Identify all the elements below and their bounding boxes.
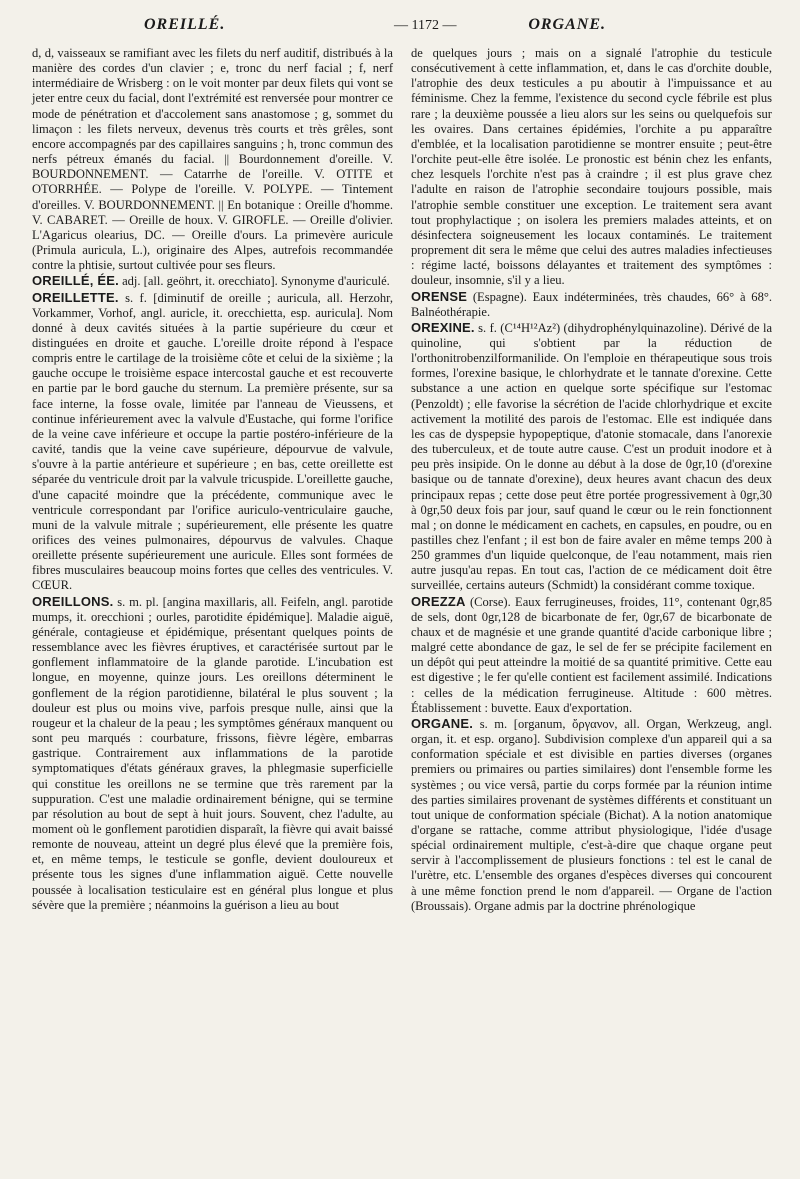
entry-headword: ORENSE [411,288,468,304]
header-left-word: OREILLÉ. [144,16,226,33]
entry-text: s. m. pl. [angina maxillaris, all. Feifeln, angl. parotide mumps, it. orecchioni ; ourles, parotidite épidémique]. Maladie aiguë, générale, contagieuse et épidémique, présentant quelques points de ressemblance avec les fièvres éruptives, et caractérisée surtout par le gonflement inflammatoire de la glande parotide. L'incubation est longue, en moyenne, quinze jours. Les oreillons déterminent le gonflement de la région parotidienne, bilatéral le plus souvent ; la douleur est plus ou moins vive, parfois presque nulle, ainsi que la rougeur et la chaleur de la peau ; les symptômes généraux manquent ou sont peu marqués : courbature, frissons, fièvre légère, embarras gastrique. Contrairement aux inflammations de la parotide symptomatiques d'états généraux graves, la phlegmasie superficielle qui constitue les oreillons ne se termine que très rarement par la suppuration. C'est une maladie ordinairement bénigne, qui se termine par résolution au bout de sept à huit jours. Souvent, chez l'adulte, au moment où le gonflement parotidien disparaît, la fièvre qui avait baissé remonte de nouveau, atteint un degré plus élevé que la première fois, et, en même temps, le testicule se gonfle, devient douloureux et présente tous les signes d'une inflammation aiguë. Cette nouvelle poussée à localisation testiculaire est en général plus longue et plus sévère que la première ; néanmoins la guérison a lieu au bout [32,594,393,912]
entry-text: (Corse). Eaux ferrugineuses, froides, 11°, contenant 0gr,85 de sels, dont 0gr,128 de bicarbonate de fer, 0gr,67 de bicarbonate de chaux et de magnésie et une grande quantité d'acide carbonique libre ; malgré cette abondance de gaz, le sel de fer se précipite facilement en un dépôt qui peut atteindre la moitié de sa quantité primitive. Cette eau est digestive ; le fer qu'elle contient est facilement assimilé. Indications : celles de la médication ferrugineuse. Altitude : 600 mètres. Établissement : buvette. Eaux d'exportation. [411,594,772,715]
entry-oreillons [32,594,393,913]
text-columns [32,46,772,914]
entry-headword: ORGANE. [411,715,474,731]
entry-headword: OREILLÉ, ÉE. [32,273,119,289]
entry-headword: OREZZA [411,593,466,609]
left-column [32,46,393,914]
entry-oreille-ee [32,273,393,289]
entry-headword: OREILLONS. [32,593,114,609]
right-column [411,46,772,914]
entry-orexine [411,320,772,594]
entry-organe [411,716,772,914]
entry-oreillons-continued [411,46,772,289]
entry-text: s. m. [organum, ὄργανον, all. Organ, Werkzeug, angl. organ, it. et esp. organo]. Subdivision complexe d'un appareil qui a sa conformation spéciale et est divisible en parties diverses (organes premiers ou primaires ou parties similaires) dont l'ensemble forme les systèmes ; ou vice versâ, partie du corps formée par la réunion intime des parties similaires provenant de systèmes différents et constituant un tout unique de conformation spéciale (Bichat). A la notion anatomique d'organe se rattache, comme attribut physiologique, l'idée d'usage spécial ordinairement multiple, c'est-à-dire que chaque organe peut servir à l'accomplissement de plusieurs fonctions : tel est le canal de l'urètre, etc. L'ensemble des organes d'espèces diverses qui concourent à une même fonction prend le nom d'appareil. — Organe de l'action (Broussais). Organe admis par la doctrine phrénologique [411,716,773,913]
entry-text: adj. [all. geöhrt, it. orecchiato]. Synonyme d'auriculé. [122,274,390,289]
entry-text: (Espagne). Eaux indéterminées, très chaudes, 66° à 68°. Balnéothérapie. [411,289,772,319]
header-right-word: ORGANE. [528,16,606,33]
entry-oreille-continued [32,46,393,273]
page-number: — 1172 — [394,18,457,33]
entry-oreillette [32,290,393,594]
entry-orezza [411,594,772,716]
entry-text: s. f. (C¹⁴H¹²Az²) (dihydrophénylquinazoline). Dérivé de la quinoline, qui s'obtient par la réduction de l'orthonitrobenzilformanilide. On l'emploie en thérapeutique sous trois formes, l'orexine basique, le chlorhydrate et le tannate d'orexine. Cette substance a une action en quelque sorte spécifique sur l'estomac (Penzoldt) ; elle favorise la sécrétion de l'acide chlorhydrique et excite activement la motilité des parois de l'estomac. Elle est indiquée dans les cas de dyspepsie hypopeptique, d'atonie stomacale, dans l'anorexie des tuberculeux, et de toute autre cause. C'est un produit inodore et à peu près insipide. On le donne au début à la dose de 0gr,10 (d'orexine basique ou de tannate d'orexine), deux heures avant chacun des deux principaux repas ; cette dose peut être portée progressivement à 0gr,30 à 0gr,50 deux fois par jour, sauf quand le cœur ou le rein fonctionnent mal ; on donne le médicament en cachets, en capsules, en poudre, ou en pastilles chez l'enfant ; il est bon de faire avaler en même temps 200 à 250 grammes d'un liquide quelconque, de l'eau notamment, mais rien autre jusqu'au repas. En tout cas, l'action de ce médicament doit être surveillée, certains auteurs (Schmidt) la considérant comme toxique. [411,320,773,593]
entry-text: de quelques jours ; mais on a signalé l'atrophie du testicule consécutivement à cette inflammation, et, dans le cas d'orchite double, l'atrophie des deux testicules a pu aboutir à l'impuissance et au féminisme. Chez la femme, l'existence du second cycle fébrile est plus rare ; la deuxième poussée a lieu alors sur les seins ou quelquefois sur les ovaires. Dans certaines épidémies, l'orchite a pu apparaître d'emblée, et la localisation parotidienne se montrer ensuite ; peut-être l'orchite peut-elle être isolée. Le pronostic est bénin chez les enfants, chez lesquels l'orchite n'est pas à craindre ; il est plus grave chez l'adulte en raison de l'atrophie secondaire toujours possible, mais l'atrophie semble constituer une exception. Le traitement sera avant tout prophylactique ; on isolera les premiers malades atteints, et on désinfectera soigneusement les locaux contaminés. Le traitement proprement dit sera le même que celui des autres maladies infectieuses : régime lacté, boissons délayantes et traitement des symptômes : douleur, insomnie, s'il y a lieu. [411,46,772,288]
entry-text: d, d, vaisseaux se ramifiant avec les filets du nerf auditif, distribués à la manière des cordes d'un clavier ; e, tronc du nerf facial ; f, nerf intermédiaire de Wrisberg : on le voit monter par deux filets qui vont se jeter entre ceux du facial, dont l'extrémité est renversée pour montrer ce mode de pénétration et d'accolement sans anastomose ; g, sommet du limaçon : les filets nerveux, devenus très courts et très grêles, sont encore accompagnés par des capillaires sanguins ; h, tronc commun des nerfs pétreux émanés du facial. || Bourdonnement d'oreille. V. BOURDONNEMENT. — Catarrhe de l'oreille. V. OTITE et OTORRHÉE. — Polype de l'oreille. V. POLYPE. — Tintement d'oreilles. V. BOURDONNEMENT. || En botanique : Oreille d'homme. V. CABARET. — Oreille de houx. V. GIROFLE. — Oreille d'olivier. L'Agaricus olearius, DC. — Oreille d'ours. La primevère auricule (Primula auricula, L.), originaire des Alpes, autrefois recommandée contre la phtisie, surtout cultivée pour ses fleurs. [32,46,393,273]
running-header [32,14,772,40]
entry-orense [411,289,772,320]
entry-text: s. f. [diminutif de oreille ; auricula, all. Herzohr, Vorkammer, Vorhof, angl. auricle, it. orecchietta, esp. auricula]. Nom donné à deux cavités situées à la partie supérieure du cœur et distinguées en droite et gauche. L'oreille droite répond à l'espace compris entre le cartilage de la troisième côte et celui de la sixième ; la gauche occupe le troisième espace intercostal gauche et est recouverte en partie par le bord gauche du sternum. La première présente, sur sa face interne, la fosse ovale, limitée par l'anneau de Vieussens, et continue inférieurement avec la valvule d'Eustache, qui forme l'orifice de la veine cave inférieure et occupe la partie postéro-inférieure de la cavité, tandis que la veine cave supérieure, dépourvue de valvule, s'ouvre à la partie antérieure et supérieure ; en bas, cette oreillette est séparée du ventricule droit par la valvule tricuspide. L'oreillette gauche, d'une capacité moindre que la précédente, communique avec le ventricule correspondant par l'orifice auriculo-ventriculaire gauche, muni de la valvule mitrale ; supérieurement, elle présente les quatre orifices des veines pulmonaires, dépourvus de valvules. Chaque oreillette présente supérieurement une auricule. Elles sont formées de fibres musculaires beaucoup moins fortes que celles des ventricules. V. CŒUR. [32,290,393,593]
entry-headword: OREILLETTE. [32,289,119,305]
entry-headword: OREXINE. [411,319,475,335]
